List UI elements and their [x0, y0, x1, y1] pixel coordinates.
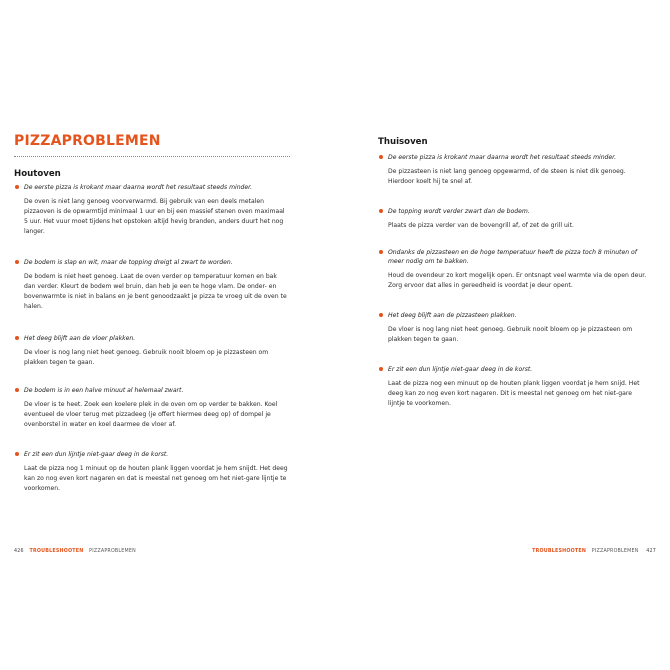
answer-text: De oven is niet lang genoeg voorverwarmd. Bij gebruik van een deels metalen pizzaoven is de opwarmtijd minimaal 1 uur en bij een massief stenen oven maximaal 5 uur. Het vuur moet tijdens het opstoken altijd hevig branden, anders duurt het nog langer. — [24, 198, 285, 235]
footer-chapter: PIZZAPROBLEMEN — [89, 549, 136, 554]
answer-text: Houd de ovendeur zo kort mogelijk open. Er ontsnapt veel warmte via de open deur. Zorg ervoor dat alles in gereedheid is voordat je deur opent. — [388, 272, 647, 290]
question-text: Ondanks de pizzasteen en de hoge temperatuur heeft de pizza toch 8 minuten of meer nodig om te bakken. — [388, 249, 637, 266]
section-title-thuisoven: Thuisoven — [378, 137, 428, 147]
question — [378, 248, 650, 266]
question — [14, 386, 290, 395]
question — [378, 311, 650, 320]
bullet-icon — [379, 250, 383, 254]
faq-item — [14, 386, 290, 430]
left-footer — [14, 549, 136, 554]
question-text: Er zit een dun lijntje niet-gaar deeg in de korst. — [24, 451, 169, 458]
bullet-icon — [15, 452, 19, 456]
faq-item — [378, 311, 650, 345]
answer-text: Plaats de pizza verder van de bovengrill af, of zet de grill uit. — [388, 222, 574, 230]
question — [378, 365, 650, 374]
faq-item — [378, 365, 650, 409]
bullet-icon — [15, 388, 19, 392]
bullet-icon — [379, 313, 383, 317]
answer-text: De vloer is nog lang niet heet genoeg. Gebruik nooit bloem op je pizzasteen om plakken tegen te gaan. — [388, 326, 633, 343]
question-text: De eerste pizza is krokant maar daarna wordt het resultaat steeds minder. — [388, 154, 617, 161]
question — [378, 153, 650, 162]
answer-text: Laat de pizza nog een minuut op de houten plank liggen voordat je hem snijd. Het deeg kan zo nog even kort nagaren. Dit is meestal net genoeg om het niet-gare lijntje te voorkomen. — [388, 380, 640, 407]
bullet-icon — [15, 260, 19, 264]
right-footer — [528, 549, 656, 554]
bullet-icon — [379, 367, 383, 371]
page-number: 427 — [646, 549, 656, 554]
question — [14, 334, 290, 343]
question — [14, 450, 290, 459]
question — [14, 258, 290, 267]
footer-chapter: PIZZAPROBLEMEN — [591, 549, 639, 554]
bullet-icon — [15, 185, 19, 189]
faq-item — [14, 258, 290, 311]
section-title-houtoven: Houtoven — [14, 169, 61, 179]
question-text: De topping wordt verder zwart dan de bodem. — [388, 208, 530, 215]
faq-item — [378, 207, 650, 231]
footer-section: TROUBLESHOOTEN — [532, 549, 587, 554]
answer-text: De bodem is niet heet genoeg. Laat de oven verder op temperatuur komen en bak dan verder. Kleurt de bodem wel bruin, dan heb je een te hoge vlam. De onder- en bovenwarmte is niet in balans en je bent genoodzaakt je pizza te vroeg uit de oven te halen. — [24, 273, 287, 310]
dotted-divider — [14, 156, 290, 157]
question-text: Het deeg blijft aan de vloer plakken. — [24, 335, 136, 342]
answer-text: De vloer is nog lang niet heet genoeg. Gebruik nooit bloem op je pizzasteen om plakken tegen te gaan. — [24, 349, 269, 366]
question-text: Het deeg blijft aan de pizzasteen plakken. — [388, 312, 517, 319]
faq-item — [14, 450, 290, 494]
bullet-icon — [379, 155, 383, 159]
question-text: De bodem is slap en wit, maar de topping dreigt al zwart te worden. — [24, 259, 233, 266]
page-number: 426 — [14, 549, 24, 554]
faq-item — [378, 153, 650, 187]
bullet-icon — [15, 336, 19, 340]
question-text: De eerste pizza is krokant maar daarna wordt het resultaat steeds minder. — [24, 184, 253, 191]
bullet-icon — [379, 209, 383, 213]
faq-item — [14, 334, 290, 368]
answer-text: De pizzasteen is niet lang genoeg opgewarmd, of de steen is niet dik genoeg. Hierdoor koelt hij te snel af. — [388, 168, 626, 185]
question-text: Er zit een dun lijntje niet-gaar deeg in de korst. — [388, 366, 533, 373]
question — [378, 207, 650, 216]
page-title: PIZZAPROBLEMEN — [14, 133, 161, 149]
answer-text: De vloer is te heet. Zoek een koelere plek in de oven om op verder te bakken. Koel eventueel de vloer terug met pizzadeeg (je offert hiermee deeg op) of dompel je ovenborstel in water en koel daarmee de vloer af. — [24, 401, 278, 428]
footer-section: TROUBLESHOOTEN — [29, 549, 84, 554]
answer-text: Laat de pizza nog 1 minuut op de houten plank liggen voordat je hem snijdt. Het deeg kan zo nog even kort nagaren en dat is meestal net genoeg om het niet-gare lijntje te voorkomen. — [24, 465, 288, 492]
faq-item — [14, 183, 290, 236]
faq-item — [378, 248, 650, 291]
question — [14, 183, 290, 192]
question-text: De bodem is in een halve minuut al helemaal zwart. — [24, 387, 184, 394]
